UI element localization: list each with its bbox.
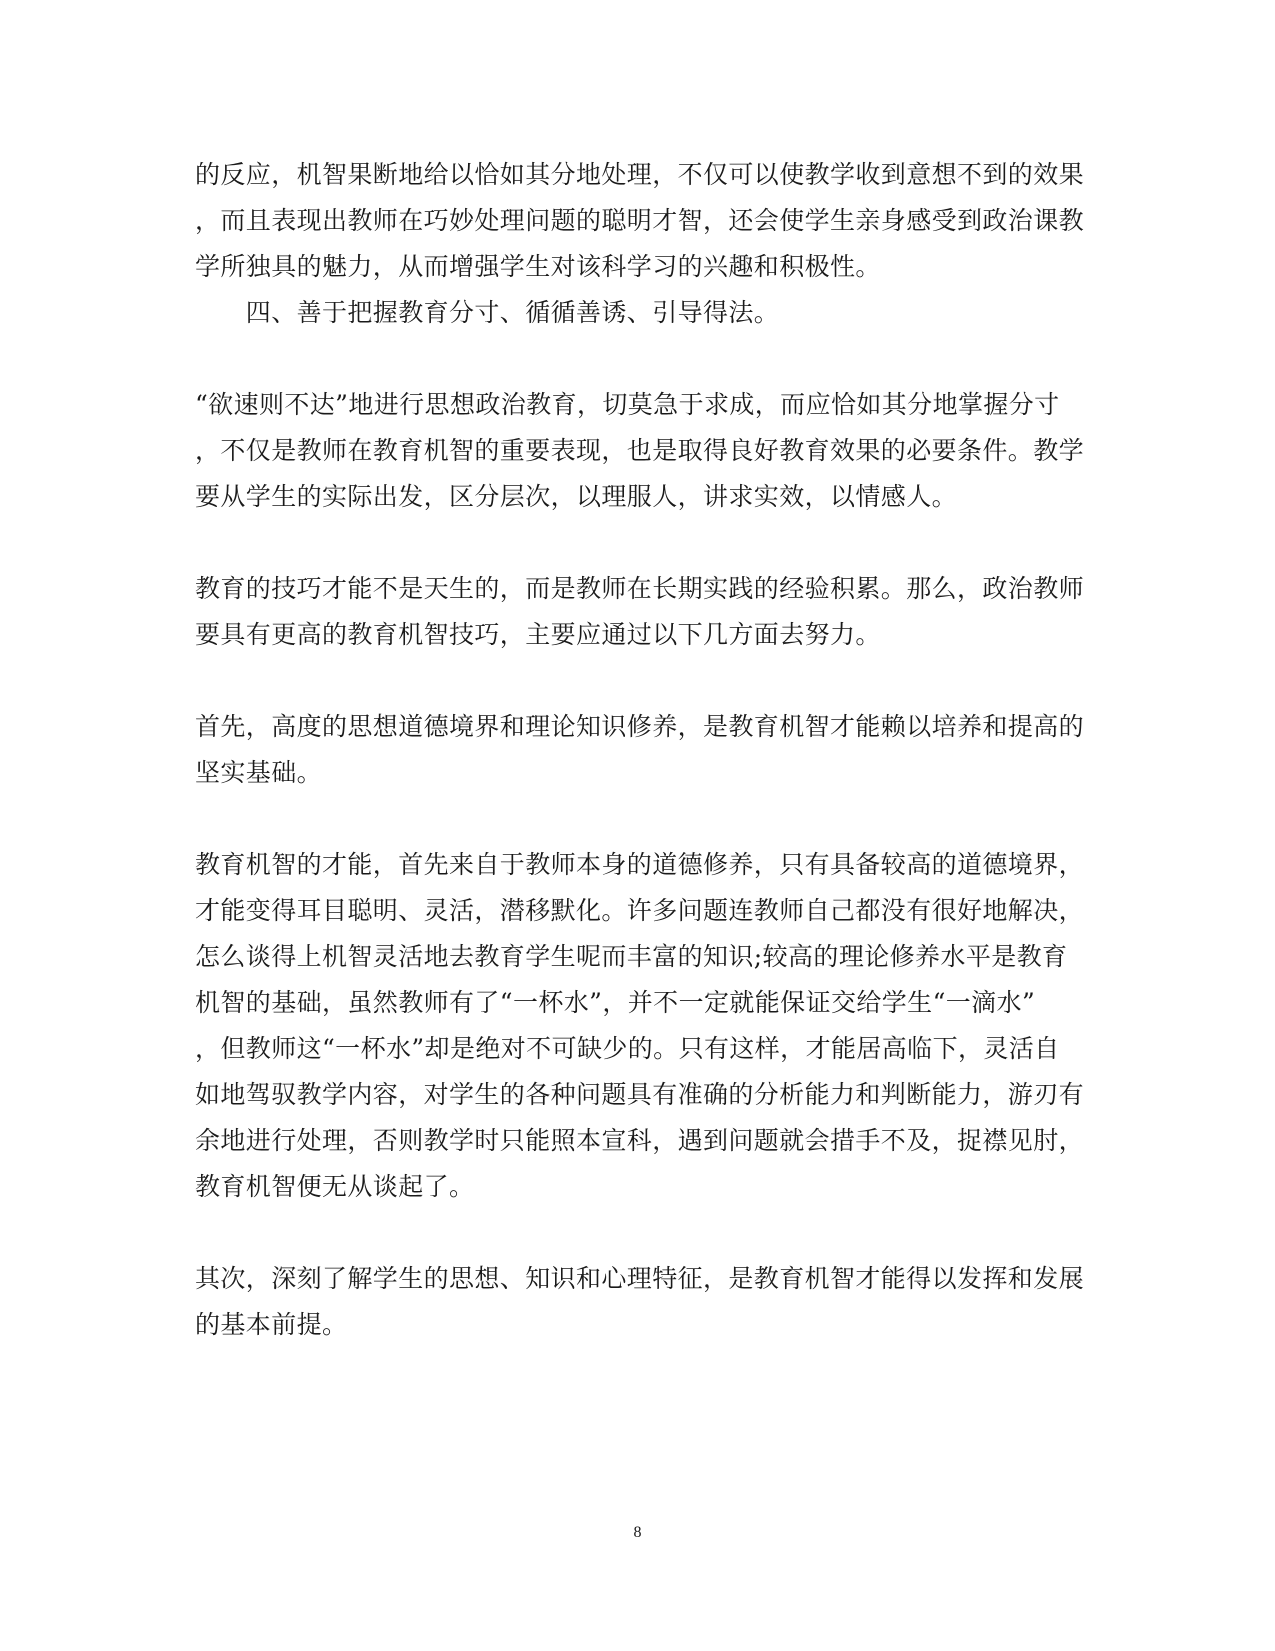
text-line: 余地进行处理，否则教学时只能照本宣科，遇到问题就会措手不及，捉襟见肘， [195,1126,1085,1155]
text-line: “欲速则不达”地进行思想政治教育，切莫急于求成，而应恰如其分地掌握分寸 [195,390,1060,419]
text-line: ，但教师这“一杯水”却是绝对不可缺少的。只有这样，才能居高临下，灵活自 [195,1034,1060,1063]
text-line: ，而且表现出教师在巧妙处理问题的聪明才智，还会使学生亲身感受到政治课教 [195,206,1085,235]
text-line: 的基本前提。 [195,1310,348,1339]
text-line: 坚实基础。 [195,758,323,787]
text-line: 怎么谈得上机智灵活地去教育学生呢而丰富的知识;较高的理论修养水平是教育 [195,942,1068,971]
text-line: 教育的技巧才能不是天生的，而是教师在长期实践的经验积累。那么，政治教师 [195,574,1085,603]
text-line: 教育机智便无从谈起了。 [195,1172,475,1201]
page-number: 8 [633,1524,642,1541]
text-line: 教育机智的才能，首先来自于教师本身的道德修养，只有具备较高的道德境界， [195,850,1085,879]
text-line: 其次，深刻了解学生的思想、知识和心理特征，是教育机智才能得以发挥和发展 [195,1264,1085,1293]
text-line: ，不仅是教师在教育机智的重要表现，也是取得良好教育效果的必要条件。教学 [195,436,1085,465]
text-line: 的反应，机智果断地给以恰如其分地处理，不仅可以使教学收到意想不到的效果 [195,160,1085,189]
text-line: 要从学生的实际出发，区分层次，以理服人，讲求实效，以情感人。 [195,482,958,511]
text-line: 首先，高度的思想道德境界和理论知识修养，是教育机智才能赖以培养和提高的 [195,712,1085,741]
text-line: 如地驾驭教学内容，对学生的各种问题具有准确的分析能力和判断能力，游刃有 [195,1080,1085,1109]
text-line: 才能变得耳目聪明、灵活，潜移默化。许多问题连教师自己都没有很好地解决， [195,896,1085,925]
text-line: 机智的基础，虽然教师有了“一杯水”，并不一定就能保证交给学生“一滴水” [195,988,1036,1017]
text-line: 学所独具的魅力，从而增强学生对该科学习的兴趣和积极性。 [195,252,881,281]
section-heading: 四、善于把握教育分寸、循循善诱、引导得法。 [195,298,780,327]
text-line: 要具有更高的教育机智技巧，主要应通过以下几方面去努力。 [195,620,881,649]
